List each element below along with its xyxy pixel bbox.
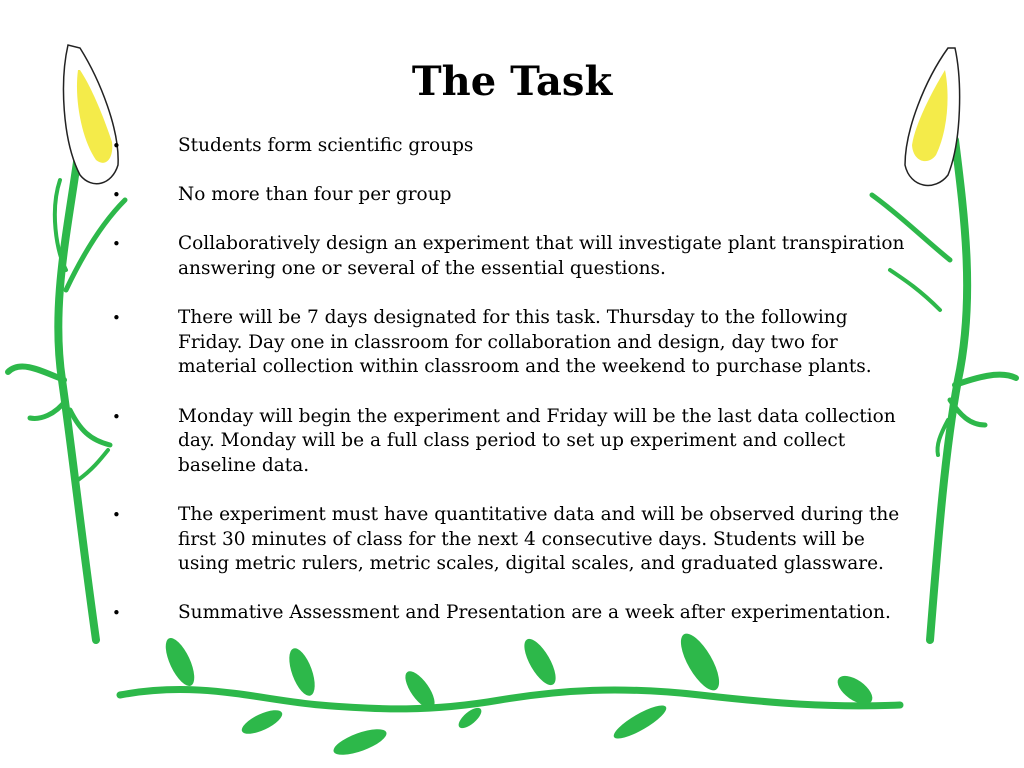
bullet-list <box>112 134 912 650</box>
bullet-text: There will be 7 days designated for this task. Thursday to the following Friday. Day one in classroom for collaboration and design, day two for material collection within classroom and the weekend to purchase plants. <box>178 307 872 378</box>
bullet-item <box>112 232 912 281</box>
bullet-item <box>112 306 912 380</box>
slide-title: The Task <box>411 58 613 105</box>
bullet-text: Students form scientific groups <box>178 135 474 156</box>
bullet-icon: • <box>112 186 121 205</box>
bullet-item <box>112 134 912 159</box>
bullet-icon: • <box>112 309 121 328</box>
bullet-text: Summative Assessment and Presentation are a week after experimentation. <box>178 602 891 624</box>
bullet-text: Monday will begin the experiment and Friday will be the last data collection day. Monday will be a full class period to set up experiment and collect baseline data. <box>178 405 896 476</box>
bullet-item <box>112 503 912 577</box>
bullet-text: The experiment must have quantitative data and will be observed during the first 30 minutes of class for the next 4 consecutive days. Students will be using metric rulers, metric scales, digital scales, and graduated glassware. <box>178 503 900 575</box>
bullet-icon: • <box>112 505 121 524</box>
bullet-item <box>112 601 912 626</box>
bullet-icon: • <box>112 235 121 254</box>
bullet-text: Collaboratively design an experiment that will investigate plant transpiration answering one or several of the essential questions. <box>178 233 905 279</box>
bullet-item <box>112 405 912 479</box>
bullet-icon: • <box>112 137 121 155</box>
bullet-icon: • <box>112 407 121 426</box>
bullet-icon: • <box>112 604 121 623</box>
left-vine <box>8 45 125 640</box>
bullet-item <box>112 183 912 208</box>
bullet-text: No more than four per group <box>178 184 452 206</box>
